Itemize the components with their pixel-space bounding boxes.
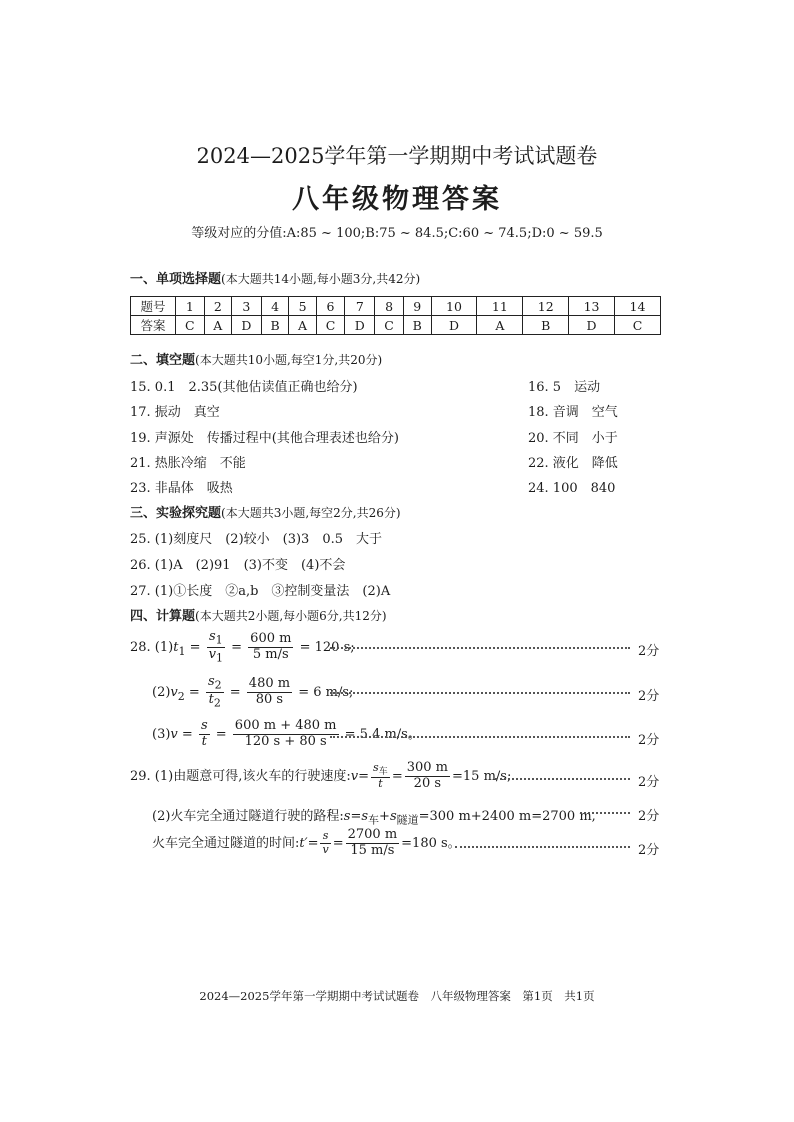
points-label: 2分 [638,809,660,824]
var-s: s [207,674,215,689]
question-number-cell: 4 [261,297,289,316]
question-number-row [131,297,661,316]
var-subscript: 1 [216,651,223,665]
var-subscript: 2 [213,696,221,710]
section3-note: (本大题共3小题,每空2分,共26分) [221,506,401,520]
experiment-item: 25. (1)刻度尺 (2)较小 (3)3 0.5 大于 [130,532,382,547]
var-subscript: 1 [178,644,186,658]
fraction-values: $\frac{480 m}{80 s}$ [248,676,291,708]
dot-leader [330,647,630,649]
q28-part1-result: = 120 s; [299,640,355,656]
answer-row [131,316,661,335]
question-number-cell: 10 [431,297,477,316]
row-label-answer: 答案 [131,316,176,335]
dot-leader [495,778,630,780]
points-label: 2分 [638,689,660,704]
var-s: s [361,809,369,824]
fraction-s2-t2 [206,675,224,710]
experiment-item: 27. (1)①长度 ②a,b ③控制变量法 (2)A [130,584,391,599]
dot-leader [330,736,630,738]
fill-item: 15. 0.1 2.35(其他估读值正确也给分) [130,380,358,395]
section4-note: (本大题共2小题,每小题6分,共12分) [195,609,387,623]
section3-heading [130,502,401,521]
question-number-cell: 2 [204,297,231,316]
dot-leader [330,692,630,694]
var-t: t [378,777,383,791]
fraction-s1-v1 [207,630,225,665]
answer-table [130,296,661,335]
fill-item: 19. 声源处 传播过程中(其他合理表述也给分) [130,431,399,446]
answer-cell: A [204,316,231,335]
question-number-cell: 7 [345,297,375,316]
fraction-values: $\frac{600 m + 480 m}{120 s + 80 s}$ [234,718,337,749]
var-t: t [173,640,179,656]
q28-part2-prefix: (2) [152,685,171,701]
var-subscript: 车 [368,813,380,827]
question-number-cell: 11 [477,297,523,316]
var-subscript: 1 [215,633,223,647]
var-v: v [208,647,216,663]
var-subscript: 2 [214,678,222,692]
answer-cell: D [345,316,375,335]
var-subscript: 2 [177,689,185,703]
answer-cell: C [375,316,404,335]
var-s: s [200,718,208,733]
page-footer: 2024—2025学年第一学期期中考试试题卷 八年级物理答案 第1页 共1页 [199,989,595,1003]
q28-part2: $(2)v_2$ = $\frac{s_2}{t_2}$ = $\frac{480 m}{80 s}$ = 6 m/s; [152,674,354,710]
q28-part1: 28. $(1)t_1$ = $\frac{s_1}{v_1}$ = $\frac{600 m}{5 m/s}$ = 120 s; [130,629,355,665]
points-label: 2分 [638,775,660,790]
fill-item: 18. 音调 空气 [528,405,618,420]
var-s: s [208,629,216,644]
q28-part3-prefix: (3) [152,726,171,742]
fraction-s-v [320,830,330,856]
fill-item: 21. 热胀冷缩 不能 [130,456,246,471]
var-v: v [350,768,359,784]
section2-note: (本大题共10小题,每空1分,共20分) [195,353,383,367]
section1-title: 一、单项选择题 [130,272,222,287]
answer-cell: A [477,316,523,335]
row-label-number: 题号 [131,297,176,316]
var-t-prime: t′ [299,835,308,851]
q28-part3-result: = 5.4 m/s。 [344,726,421,742]
fill-item: 24. 100 840 [528,481,616,496]
fraction-values: $\frac{2700 m}{15 m/s}$ [347,827,398,858]
question-number-cell: 5 [289,297,316,316]
section4-title: 四、计算题 [130,609,196,624]
question-number-cell: 12 [523,297,569,316]
fill-item: 23. 非晶体 吸热 [130,481,233,496]
points-label: 2分 [638,843,660,858]
fraction-values: $\frac{600 m}{5 m/s}$ [250,631,292,663]
dot-leader [580,812,630,814]
section1-note: (本大题共14小题,每小题3分,共42分) [221,272,421,286]
q28-part2-result: = 6 m/s; [298,685,354,701]
question-number-cell: 1 [176,297,205,316]
fill-item: 20. 不同 小于 [528,431,618,446]
q29-part2-text: (2)火车完全通过隧道行驶的路程: [152,809,344,824]
answer-cell: D [569,316,615,335]
q28-part3: (3)v = $\frac{s}{t}$ = $\frac{600 m + 480 m}{120 s + 80 s}$ = 5.4 m/s。 [152,718,421,749]
fill-item: 17. 振动 真空 [130,405,220,420]
section1-heading [130,268,420,287]
var-v: v [170,685,178,701]
section2-heading [130,349,382,368]
section3-title: 三、实验探究题 [130,506,222,521]
answer-cell: D [431,316,477,335]
question-number-cell: 9 [403,297,431,316]
answer-cell: B [523,316,569,335]
q29-part2: (2)火车完全通过隧道行驶的路程$:s=s_车+s_{隧道}=300$ m+2400 m=2700 m, [152,809,596,827]
dot-leader [455,846,630,848]
points-label: 2分 [638,733,660,748]
var-s: s [373,760,379,774]
question-number-cell: 3 [231,297,261,316]
var-t: t [208,692,214,708]
q29-part1-prefix: 29. (1)由题意可得,该火车的行驶速度: [130,768,351,784]
answer-key-title: 八年级物理答案 [292,184,502,215]
q29-part3: 火车完全通过隧道的时间:t′= $\frac{s}{v}$ = $\frac{2700 m}{15 m/s}$ =180 s。 [152,827,461,858]
q29-part1-result: =15 m/s; [452,768,512,784]
question-number-cell: 13 [569,297,615,316]
var-t: t [201,733,207,749]
answer-cell: D [231,316,261,335]
answer-cell: A [289,316,316,335]
q29-part1: 29. (1)由题意可得,该火车的行驶速度:v= $\frac{s_车}{t}$ = $\frac{300 m}{20 s}$ =15 m/s; [130,760,512,791]
section4-heading [130,605,387,624]
answer-cell: C [316,316,345,335]
var-s: s [389,809,397,824]
question-number-cell: 6 [316,297,345,316]
answer-cell: C [176,316,205,335]
q28-part1-prefix: 28. (1) [130,640,174,656]
q29-part3-result: =180 s。 [401,835,461,851]
var-s: s [343,809,351,824]
fraction-values: $\frac{300 m}{20 s}$ [406,760,448,791]
question-number-cell: 14 [615,297,661,316]
var-v: v [170,726,178,742]
grade-scale: 等级对应的分值:A:85 ~ 100;B:75 ~ 84.5;C:60 ~ 74.5;D:0 ~ 59.5 [191,226,603,241]
answer-cell: C [615,316,661,335]
var-subscript: 隧道 [396,813,419,827]
var-v: v [322,842,329,856]
question-number-cell: 8 [375,297,404,316]
q29-part2-result: =300 m+2400 m=2700 m, [418,809,596,824]
fraction-s-t [371,762,390,791]
section2-title: 二、填空题 [130,353,196,368]
var-subscript: 车 [378,765,388,777]
points-label: 2分 [638,644,660,659]
fill-item: 16. 5 运动 [528,380,601,395]
exam-title: 2024—2025学年第一学期期中考试试题卷 [196,144,598,168]
var-s: s [322,829,329,843]
q29-part3-prefix: 火车完全通过隧道的时间: [152,835,300,851]
experiment-item: 26. (1)A (2)91 (3)不变 (4)不会 [130,558,346,573]
answer-cell: B [403,316,431,335]
fill-item: 22. 液化 降低 [528,456,618,471]
answer-cell: B [261,316,289,335]
fraction-s-t [199,719,210,750]
